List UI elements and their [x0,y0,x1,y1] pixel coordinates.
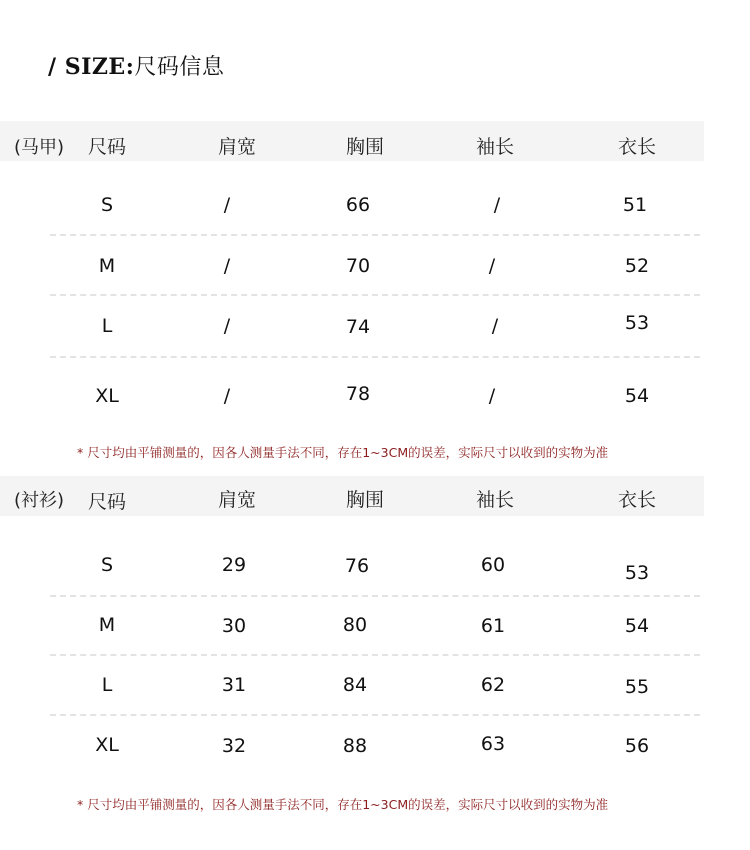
table1-row2-length: 52 [624,255,650,277]
table2-row2-shoulder: 30 [221,615,247,637]
table1-row3-chest: 74 [345,316,371,338]
table1-row1-sleeve: / [493,194,501,216]
table1-row4-size: XL [95,385,119,407]
table2-row1-length: 53 [624,562,650,584]
table2-row-separator [50,714,700,716]
table1-row1-length: 51 [622,194,648,216]
table2-row3-size: L [101,674,113,696]
title-text: 尺码信息 [134,55,225,80]
table1-row4-sleeve: / [488,385,496,407]
table1-row3-length: 53 [624,312,650,334]
table1-row3-sleeve: / [491,315,499,337]
table2-row3-sleeve: 62 [480,674,506,696]
table2-row3-chest: 84 [342,674,368,696]
table2-row2-length: 54 [624,615,650,637]
table1-col-length: 衣长 [617,136,656,158]
measurement-note: * 尺寸均由平铺测量的，因各人测量手法不同，存在1~3CM的误差，实际尺寸以收到的实物为准 [77,445,609,460]
table1-row4-shoulder: / [223,385,231,407]
table2-row1-shoulder: 29 [221,554,247,576]
table2-row1-size: S [100,554,114,576]
table2-row1-chest: 76 [344,555,370,577]
table2-row2-sleeve: 61 [480,615,506,637]
table1-row2-shoulder: / [223,255,231,277]
table1-row2-chest: 70 [345,255,371,277]
table2-col-size: 尺码 [87,491,126,513]
table1-row1-shoulder: / [223,194,231,216]
table1-col-size: 尺码 [87,136,126,158]
table2-col-sleeve: 袖长 [475,489,514,511]
table1-row4-chest: 78 [345,383,371,405]
measurement-note: * 尺寸均由平铺测量的，因各人测量手法不同，存在1~3CM的误差，实际尺寸以收到的实物为准 [77,797,609,812]
table1-row3-size: L [101,315,113,337]
table2-col-shoulder: 肩宽 [217,489,256,511]
table1-col-sleeve: 袖长 [475,136,514,158]
page-title [48,50,224,81]
table1-row4-length: 54 [624,385,650,407]
table1-row-separator [50,294,700,296]
table1-group-label: (马甲) [14,137,65,158]
table2-row1-sleeve: 60 [480,554,506,576]
table1-row2-size: M [98,255,116,277]
table2-row-separator [50,595,700,597]
table1-row2-sleeve: / [488,255,496,277]
table2-row3-length: 55 [624,676,650,698]
title-prefix: / SIZE: [48,54,135,80]
table2-row4-shoulder: 32 [221,735,247,757]
table2-col-length: 衣长 [617,489,656,511]
table1-row-separator [50,356,700,358]
table2-row4-length: 56 [624,735,650,757]
table1-row-separator [50,234,700,236]
table1-row3-shoulder: / [223,315,231,337]
table2-row4-sleeve: 63 [480,733,506,755]
table2-row2-size: M [98,614,116,636]
table2-row-separator [50,654,700,656]
table1-row1-chest: 66 [345,194,371,216]
table2-row4-size: XL [95,734,119,756]
table2-row4-chest: 88 [342,735,368,757]
table2-row3-shoulder: 31 [221,674,247,696]
table1-col-shoulder: 肩宽 [217,136,256,158]
table1-col-chest: 胸围 [345,136,384,158]
table2-row2-chest: 80 [342,614,368,636]
table2-group-label: (衬衫) [14,490,65,511]
table1-row1-size: S [100,194,114,216]
table2-col-chest: 胸围 [345,489,384,511]
